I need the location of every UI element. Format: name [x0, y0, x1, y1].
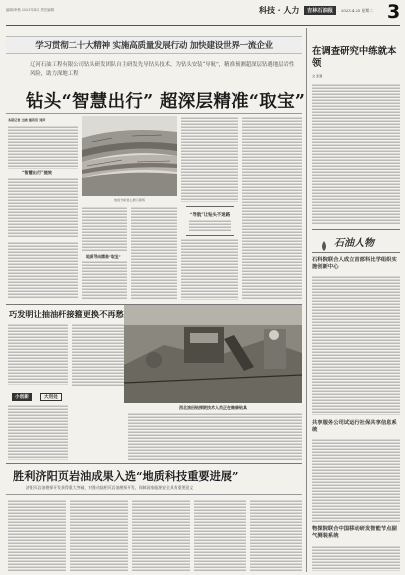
lead-headline: 钻头“智慧出行” 超深层精准“取宝” — [26, 92, 306, 112]
pull-quote-text: “导航”让钻头不迷路 — [189, 213, 231, 218]
sidebar-column-logo-box — [312, 229, 400, 253]
sidebar-item-3-body — [312, 545, 400, 571]
sidebar-item-3: 物探院联合中国移动研发智能节点副气测装系统 — [312, 526, 397, 540]
story-three-col-1 — [8, 499, 66, 571]
lead-col-1-body-3 — [8, 241, 78, 299]
rock-core-photo — [82, 116, 177, 196]
page-number: 3 — [387, 1, 401, 23]
lead-col-2-body — [82, 206, 127, 252]
banner — [6, 36, 302, 54]
banner-slogan: 学习贯彻二十大精神 实施高质量发展行动 加快建设世界一流企业 — [35, 41, 273, 51]
paper-name: 吉林石油报 — [304, 6, 336, 15]
story-two-label-1: 小创新 — [12, 393, 32, 401]
oil-drop-icon — [320, 236, 328, 246]
rock-core-caption: 地质分析岩心展示现场 — [114, 198, 145, 202]
sidebar-byline: 文 张强 — [312, 74, 323, 78]
sidebar-item-2: 共享服务公司试运行社保共享信息系统 — [312, 420, 397, 434]
story-two-col-2 — [72, 323, 124, 387]
column-divider — [306, 28, 307, 572]
sidebar-item-2-body — [312, 438, 400, 522]
sidebar-item-1-body — [312, 275, 400, 415]
lead-subhead-2: 地质导向精准“取宝” — [86, 254, 121, 259]
pull-quote-box — [186, 206, 234, 236]
story-three-col-3 — [132, 499, 190, 571]
sidebar-body — [312, 83, 400, 225]
story-three-col-4 — [194, 499, 246, 571]
lead-col-5-body — [242, 116, 302, 300]
lead-col-3-body — [131, 206, 177, 300]
sidebar-title: 在调查研究中练就本领 — [312, 46, 397, 69]
lead-subhead-1: “智慧出行”提效 — [22, 170, 52, 175]
section-label: 科技 · 人力 — [259, 5, 300, 15]
lead-byline: 本报记者 王晓 通讯员 刘洋 — [8, 118, 46, 122]
story-two-headline: 巧发明让抽油杆接箍更换不再愁 — [9, 309, 124, 319]
story-two-body — [8, 323, 68, 385]
lead-deck: 辽河石油工程有限公司钻头研发团队自主研发先导钻头技术，为钻头安装“导航”，精准预测超深层钻遇地层岩性风险，助力深地工程 — [30, 62, 295, 77]
lead-col-1-body-2 — [8, 177, 78, 237]
lead-rule — [6, 113, 302, 114]
lead-col-1-body — [8, 125, 78, 169]
story-three-deck-rule — [6, 494, 302, 495]
field-equipment-body — [128, 412, 302, 460]
pull-quote-body — [189, 219, 231, 231]
story-two-body-2 — [8, 404, 68, 460]
issue-date: 2023.4.25 星期二 — [341, 8, 373, 13]
story-two-label-2: 大用处 — [40, 393, 62, 401]
lead-col-2-body-2 — [82, 260, 127, 300]
story-three-headline: 胜利济阳页岩油成果入选“地质科技重要进展” — [13, 469, 239, 483]
masthead-rule — [6, 25, 400, 26]
lead-col-4-body-2 — [181, 238, 238, 300]
field-equipment-caption: 西北油田钻探院技术人员正在维修钻具 — [179, 405, 247, 410]
story-three-top-rule — [6, 463, 302, 464]
sidebar-item-1: 石科院联合人成立首部科比学组织实施创新中心 — [312, 257, 397, 271]
story-three-col-5 — [250, 499, 302, 571]
lead-col-4-body — [181, 116, 238, 202]
field-equipment-photo — [124, 305, 302, 403]
top-meta: 编辑/审核 2023年4月 责任编辑 — [6, 8, 54, 12]
sidebar-column-logo: 石油人物 — [334, 238, 374, 249]
masthead — [6, 1, 401, 24]
story-three-col-2 — [70, 499, 128, 571]
story-three-deck: 济阳页岩油勘探开发获得重大突破，对推动陆相页岩油勘探开发、保障国家能源安全具有重要意义 — [26, 485, 194, 490]
